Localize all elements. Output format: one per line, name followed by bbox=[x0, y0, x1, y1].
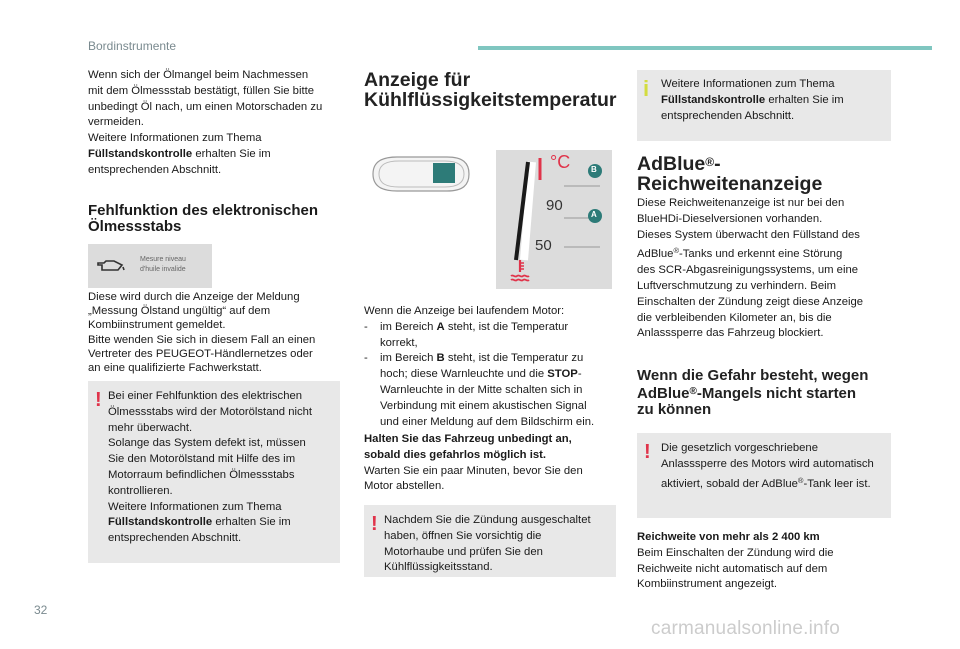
adblue-range-body: Diese Reichweitenanzeige ist nur bei den BlueHDi-Dieselversionen vorhanden. Dieses System überwacht den Füllstand des AdBlue®-Tanks und erkennt eine Störung des SCR-Abgasreinigungssystems, um eine Luftverschmutzung zu verhindern. Beim Einschalten der Zündung zeigt diese Anzeige die verbleibenden Kilometer an, bis die Anlasssperre das Fahrzeug blockiert. bbox=[637, 197, 864, 340]
info-icon: i bbox=[643, 76, 650, 101]
info-note bbox=[637, 70, 891, 141]
coolant-temp-body: Wenn die Anzeige bei laufendem Motor: - im Bereich A steht, ist die Temperatur korrekt, - im Bereich B steht, ist die Temperatur zu hoch; diese Warnleuchte und die STOP- Warnleuchte in der Mitte schalten sich in Verbindung mit einem akustischen Signal und einer Meldung auf dem Bildschirm ein. bbox=[364, 305, 595, 428]
page-number: 32 bbox=[34, 603, 48, 617]
coolant-temp-heading: Anzeige für Kühlflüssigkeitstemperatur bbox=[364, 69, 617, 111]
oil-intro-text: Wenn sich der Ölmangel beim Nachmessen mit dem Ölmessstab bestätigt, füllen Sie bitte unbedingt Öl nach, um einen Motorschaden zu vermeiden. Weitere Informationen zum Thema Füllstandskontrolle erhalten Sie im entsprechenden Abschnitt. bbox=[88, 69, 323, 176]
adblue-range-over-2400: Reichweite von mehr als 2 400 km Beim Einschalten der Zündung wird die Reichweite nicht automatisch auf dem Kombiinstrument angezeigt. bbox=[637, 531, 834, 591]
info-note-text: Weitere Informationen zum Thema Füllstandskontrolle erhalten Sie im entsprechenden Abschnitt. bbox=[661, 78, 844, 122]
gauge-unit-label: °C bbox=[550, 152, 571, 172]
warning-icon: ! bbox=[371, 513, 378, 535]
watermark: carmanualsonline.info bbox=[651, 618, 841, 639]
oil-can-icon bbox=[96, 256, 126, 274]
header-accent-line bbox=[478, 46, 932, 50]
adblue-warning-note bbox=[637, 433, 891, 518]
section-label: Bordinstrumente bbox=[88, 39, 177, 53]
adblue-range-heading: AdBlue®- Reichweitenanzeige bbox=[637, 153, 823, 195]
dipstick-fault-body: Diese wird durch die Anzeige der Meldung „Messung Ölstand ungültig“ auf dem Kombiinstrument gemeldet. Bitte wenden Sie sich in diesem Fall an einen Vertreter des PEUGEOT-Händlernetzes oder an eine qualifizierte Fachwerkstatt. bbox=[88, 291, 316, 375]
gauge-tick-high: 90 bbox=[546, 197, 563, 214]
oil-message-display bbox=[88, 244, 212, 288]
coolant-temp-warning-icon bbox=[508, 258, 532, 282]
dipstick-warning-text: Bei einer Fehlfunktion des elektrischen Ölmessstabs wird der Motorölstand nicht mehr überwacht. Solange das System defekt ist, müssen Sie den Motorölstand mit Hilfe des im Motorraum befindlichen Ölmessstabs kontrollieren. Weitere Informationen zum Thema Füllstandskontrolle erhalten Sie im entsprechenden Abschnitt. bbox=[108, 390, 313, 545]
dipstick-warning-note bbox=[88, 381, 340, 563]
warning-icon: ! bbox=[644, 441, 651, 463]
coolant-warning-note bbox=[364, 505, 616, 577]
coolant-gauge-display bbox=[496, 150, 612, 289]
warning-icon: ! bbox=[95, 389, 102, 411]
instrument-cluster-icon bbox=[367, 153, 473, 195]
coolant-warning-text: Nachdem Sie die Zündung ausgeschaltet haben, öffnen Sie vorsichtig die Motorhaube und prüfen Sie den Kühlflüssigkeitsstand. bbox=[384, 514, 591, 574]
adblue-warning-text: Die gesetzlich vorgeschriebene Anlasssperre des Motors wird automatisch aktiviert, sobald der AdBlue®-Tank leer ist. bbox=[661, 442, 874, 490]
coolant-stop-instruction: Halten Sie das Fahrzeug unbedingt an, sobald dies gefahrlos möglich ist. Warten Sie ein paar Minuten, bevor Sie den Motor abstellen. bbox=[364, 433, 583, 493]
adblue-start-risk-heading: Wenn die Gefahr besteht, wegen AdBlue®-Mangels nicht starten zu können bbox=[637, 367, 869, 418]
gauge-tick-low: 50 bbox=[535, 237, 552, 254]
oil-display-text: Mesure niveau d'huile invalide bbox=[140, 256, 186, 273]
gauge-label-b: B bbox=[591, 165, 597, 174]
dipstick-fault-heading: Fehlfunktion des elektronischen Ölmessstabs bbox=[88, 202, 319, 235]
gauge-label-a: A bbox=[591, 210, 597, 219]
